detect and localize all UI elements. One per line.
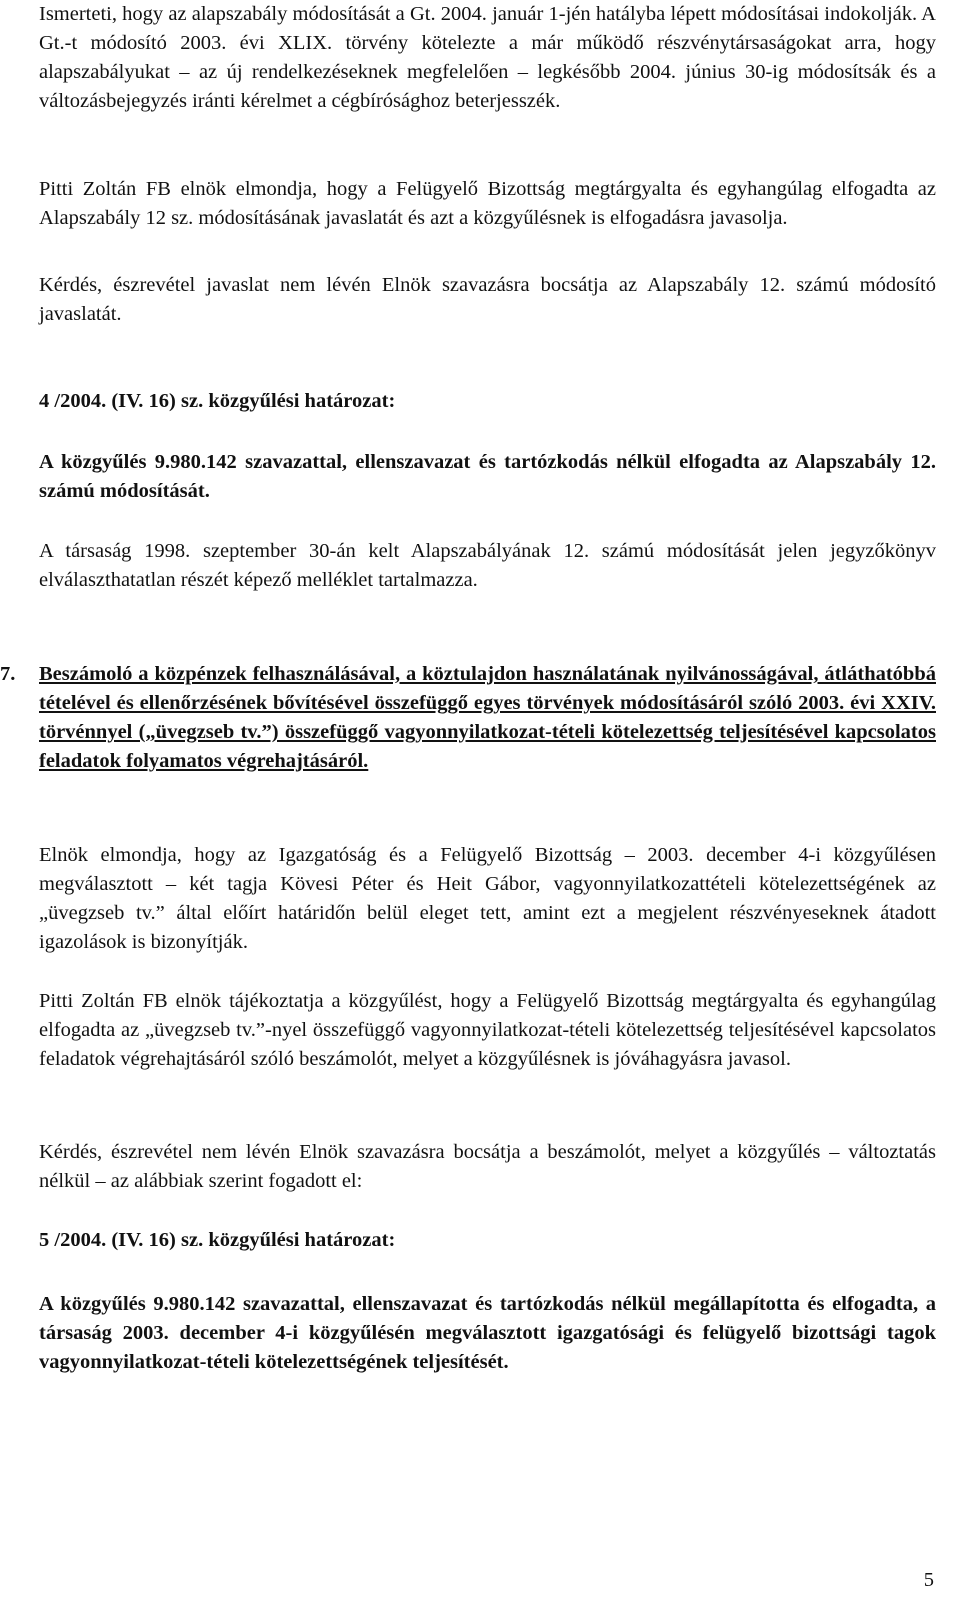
paragraph-amendment-reason: Ismerteti, hogy az alapszabály módosítását a Gt. 2004. január 1-jén hatályba lépett módosításai indokolják. A Gt.-t módosító 2003. évi XLIX. törvény kötelezte a már működő részvénytársaságokat arra, hogy alapszabályukat – az új rendelkezéseknek megfelelően – legkésőbb 2004. június 30-ig módosítsák és a változásbejegyzés iránti kérelmet a cégbírósághoz beterjesszék. [39, 3, 936, 112]
page-number: 5 [923, 1569, 934, 1591]
section-7-number: 7. [0, 663, 16, 685]
paragraph-chair-report: Elnök elmondja, hogy az Igazgatóság és a Felügyelő Bizottság – 2003. december 4-i közgyűlésen megválasztott – két tagja Kövesi Péter és Heit Gábor, vagyonnyilatkozattételi kötelezettségének az „üvegzseb tv.” által előírt határidőn belül eleget tett, amint ezt a megjelent részvényeseknek átadott igazolások is bizonyítják. [39, 844, 936, 953]
paragraph-fb-briefing: Pitti Zoltán FB elnök tájékoztatja a közgyűlést, hogy a Felügyelő Bizottság megtárgyalta és egyhangúlag elfogadta az „üvegzseb tv.”-nyel összefüggő vagyonnyilatkozat-tételi kötelezettség teljesítésével kapcsolatos feladatok végrehajtásáról szóló beszámolót, melyet a közgyűlésnek is jóváhagyásra javasol. [39, 990, 936, 1070]
section-7-title: Beszámoló a közpénzek felhasználásával, a köztulajdon használatának nyilvánosságával, átláthatóbbá tételével és ellenőrzésének bővítésével összefüggő egyes törvények módosításáról szóló 2003. évi XXIV. törvénnyel („üvegzseb tv.”) összefüggő vagyonnyilatkozat-tételi kötelezettség teljesítésével kapcsolatos feladatok folyamatos végrehajtásáról. [39, 663, 936, 772]
paragraph-attachment-note: A társaság 1998. szeptember 30-án kelt Alapszabályának 12. számú módosítását jelen jegyzőkönyv elválaszthatatlan részét képező melléklet tartalmazza. [39, 540, 936, 591]
resolution-4-text: A közgyűlés 9.980.142 szavazattal, ellenszavazat és tartózkodás nélkül elfogadta az Alapszabály 12. számú módosítását. [39, 451, 936, 502]
paragraph-vote-call-2: Kérdés, észrevétel nem lévén Elnök szavazásra bocsátja a beszámolót, melyet a közgyűlés – változtatás nélkül – az alábbiak szerint fogadott el: [39, 1141, 936, 1192]
resolution-5-title: 5 /2004. (IV. 16) sz. közgyűlési határozat: [39, 1229, 396, 1251]
paragraph-fb-opinion: Pitti Zoltán FB elnök elmondja, hogy a Felügyelő Bizottság megtárgyalta és egyhangúlag elfogadta az Alapszabály 12 sz. módosításának javaslatát és azt a közgyűlésnek is elfogadásra javasolja. [39, 178, 936, 229]
resolution-5-text: A közgyűlés 9.980.142 szavazattal, ellenszavazat és tartózkodás nélkül megállapította és elfogadta, a társaság 2003. december 4-i közgyűlésén megválasztott igazgatósági és felügyelő bizottsági tagok vagyonnyilatkozat-tételi kötelezettségének teljesítését. [39, 1293, 936, 1373]
paragraph-vote-call: Kérdés, észrevétel javaslat nem lévén Elnök szavazásra bocsátja az Alapszabály 12. számú módosító javaslatát. [39, 274, 936, 325]
section-7-heading [0, 660, 936, 776]
resolution-4-title: 4 /2004. (IV. 16) sz. közgyűlési határozat: [39, 390, 396, 412]
